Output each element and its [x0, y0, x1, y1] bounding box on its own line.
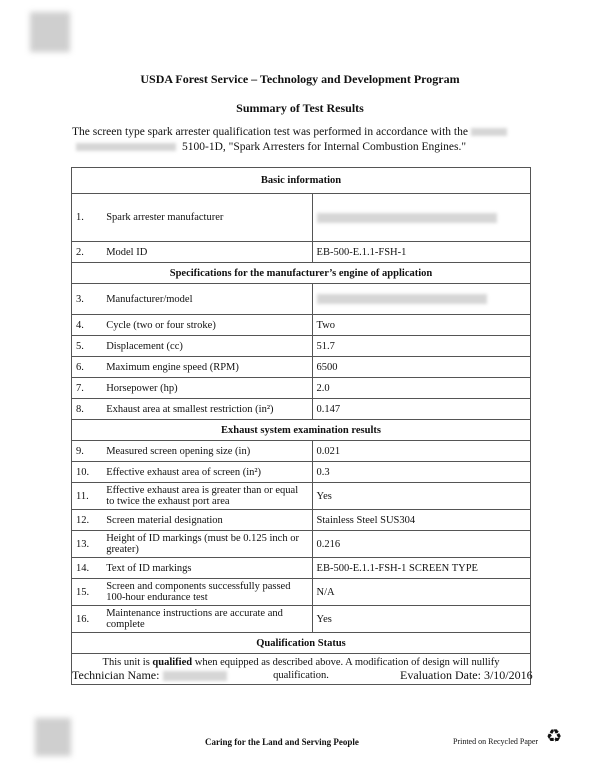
row-value: 0.216	[312, 531, 530, 558]
row-number: 15.	[72, 579, 103, 606]
row-label: Height of ID markings (must be 0.125 inch or greater)	[102, 531, 312, 558]
row-number: 16.	[72, 606, 103, 633]
row-number: 3.	[72, 284, 103, 315]
recycled-paper-note: Printed on Recycled Paper	[453, 737, 539, 746]
row-value: Stainless Steel SUS304	[312, 510, 530, 531]
row-number: 11.	[72, 483, 103, 510]
row-value: 0.147	[312, 399, 530, 420]
document-subtitle: Summary of Test Results	[236, 101, 364, 115]
intro-line-2: 5100-1D, "Spark Arresters for Internal Combustion Engines."	[182, 141, 467, 153]
row-value-redacted	[312, 284, 530, 315]
section-basic-info: Basic information	[72, 168, 531, 194]
row-number: 4.	[72, 315, 103, 336]
row-label: Manufacturer/model	[102, 284, 312, 315]
qualification-status: qualified	[152, 657, 193, 668]
technician-label: Technician Name:	[72, 668, 160, 682]
row-label: Displacement (cc)	[102, 336, 312, 357]
row-value: EB-500-E.1.1-FSH-1 SCREEN TYPE	[312, 558, 530, 579]
redacted-text	[471, 128, 507, 136]
row-label: Screen and components successfully passed 100-hour endurance test	[102, 579, 312, 606]
row-label: Spark arrester manufacturer	[102, 194, 312, 242]
row-number: 13.	[72, 531, 103, 558]
row-value: 0.021	[312, 441, 530, 462]
agency-logo-redacted	[30, 12, 70, 52]
document-title: USDA Forest Service – Technology and Development Program	[140, 72, 460, 86]
row-number: 8.	[72, 399, 103, 420]
row-label: Effective exhaust area is greater than or equal to twice the exhaust port area	[102, 483, 312, 510]
row-value: EB-500-E.1.1-FSH-1	[312, 242, 530, 263]
row-number: 9.	[72, 441, 103, 462]
evaluation-date: Evaluation Date: 3/10/2016	[400, 668, 533, 682]
qualification-text: This unit is	[102, 657, 153, 668]
footer-motto: Caring for the Land and Serving People	[205, 737, 359, 747]
row-number: 14.	[72, 558, 103, 579]
row-number: 7.	[72, 378, 103, 399]
row-number: 2.	[72, 242, 103, 263]
row-label: Cycle (two or four stroke)	[102, 315, 312, 336]
row-value: 0.3	[312, 462, 530, 483]
row-value: Two	[312, 315, 530, 336]
row-number: 12.	[72, 510, 103, 531]
intro-paragraph	[72, 125, 522, 155]
row-label: Screen material designation	[102, 510, 312, 531]
row-label: Effective exhaust area of screen (in²)	[102, 462, 312, 483]
row-number: 1.	[72, 194, 103, 242]
redacted-text	[163, 671, 227, 681]
row-number: 5.	[72, 336, 103, 357]
footer-logo-redacted	[35, 718, 71, 756]
row-value: Yes	[312, 606, 530, 633]
results-table	[71, 167, 531, 685]
section-specs: Specifications for the manufacturer’s engine of application	[72, 263, 531, 284]
row-number: 6.	[72, 357, 103, 378]
row-value: N/A	[312, 579, 530, 606]
qualification-text: when equipped as described above. A modification of design will nullify qualification.	[192, 657, 500, 681]
row-label: Model ID	[102, 242, 312, 263]
row-label: Exhaust area at smallest restriction (in²)	[102, 399, 312, 420]
row-label: Measured screen opening size (in)	[102, 441, 312, 462]
technician-name	[72, 668, 227, 683]
row-value-redacted	[312, 194, 530, 242]
row-label: Horsepower (hp)	[102, 378, 312, 399]
row-value: 2.0	[312, 378, 530, 399]
redacted-text	[76, 143, 176, 151]
row-number: 10.	[72, 462, 103, 483]
row-value: Yes	[312, 483, 530, 510]
row-value: 6500	[312, 357, 530, 378]
section-qualification: Qualification Status	[72, 633, 531, 654]
row-label: Maximum engine speed (RPM)	[102, 357, 312, 378]
intro-line-1: The screen type spark arrester qualification test was performed in accordance with the	[72, 126, 468, 138]
row-value: 51.7	[312, 336, 530, 357]
recycle-icon: ♻	[546, 726, 563, 746]
section-exhaust: Exhaust system examination results	[72, 420, 531, 441]
row-label: Maintenance instructions are accurate and complete	[102, 606, 312, 633]
row-label: Text of ID markings	[102, 558, 312, 579]
